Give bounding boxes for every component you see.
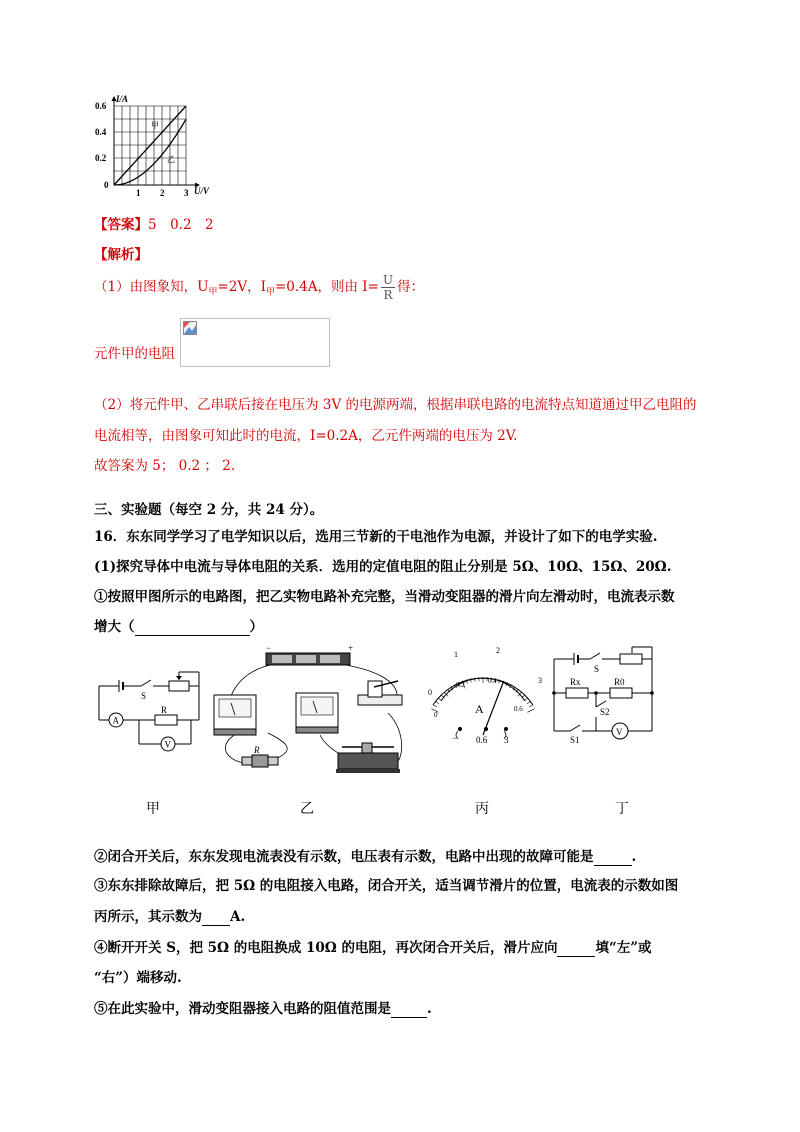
terminal-minus: − [452,733,458,743]
dial-tick [528,709,535,713]
frac-num: U [382,273,394,287]
x-tick-3: 3 [184,188,189,198]
analysis-p2-line2: 电流相等，由图象可知此时的电流，I=0.2A，乙元件两端的电压为 2V. [94,428,518,444]
y-tick-04: 0.4 [95,127,107,137]
answer-line [94,213,214,233]
x-axis-label: U/V [194,186,210,196]
analysis-tag: 【解析】 [94,247,148,263]
yi-switch [358,681,402,705]
item3-pre: 丙所示，其示数为 [94,909,202,925]
curve-yi-label: 乙 [167,155,175,164]
analysis-p1 [94,272,424,308]
ding-label-r0: R0 [614,677,625,687]
item5-pre: ⑤在此实验中，滑动变阻器接入电路的阻值范围是 [94,1001,391,1017]
dial-tick [433,705,436,707]
q16-text: 16．东东同学学习了电学知识以后，选用三节新的干电池作为电源，并设计了如下的电学实验. [94,529,658,545]
item5-post: . [427,1001,432,1017]
scale-bot-1: 0.2 [456,681,465,689]
yi-ammeter [214,695,256,735]
curve-jia-label: 甲 [151,121,159,130]
p1-pre: （1）由图象知，U [94,279,209,295]
terminal-3: 3 [504,735,509,745]
curve-jia [114,106,186,185]
item1-line-a: ①按照甲图所示的电路图，把乙实物电路补充完整，当滑动变阻器的滑片向左滑动时，电流表示数 [94,589,675,605]
x-tick-1: 1 [136,188,141,198]
scale-top-0: 0 [428,688,432,697]
jia-label-s: S [141,691,147,701]
switch-s [141,680,151,686]
p1-mid1: =2V，I [217,279,266,295]
y-axis-label: I/A [116,94,129,104]
figure-yi [208,643,408,783]
item1-line-b [94,615,263,636]
rheostat-box [169,681,189,691]
scale-bot-2: 0.4 [488,677,497,685]
scale-top-1: 1 [454,650,458,659]
item4-line-b: “右”）端移动. [94,970,182,986]
item5-blank[interactable] [391,1001,427,1018]
item4-blank[interactable] [557,940,595,957]
dial-tick [438,698,441,701]
ding-label-s2: S2 [600,707,610,717]
yi-label-r: R [254,745,260,755]
scale-top-2: 2 [496,646,500,655]
figure-bing [418,643,548,748]
dial-tick [441,695,444,698]
scale-bot-3: 0.6 [514,705,523,713]
ding-r0 [610,688,632,698]
curve-yi [114,119,186,185]
ding-label-s1: S1 [570,735,580,745]
item3-line-a: ③东东排除故障后，把 5Ω 的电阻接入电路，闭合开关，适当调节滑片的位置，电流表的示数如图 [94,878,679,894]
frac-den: R [383,288,393,302]
answer-tag: 【答案】 [94,217,148,233]
item1-pre: 增大（ [94,619,135,635]
broken-image-icon [183,321,197,335]
item4-post: 填“左”或 [595,940,652,956]
yi-voltmeter [296,693,338,733]
analysis-p3: 故答案为 5； 0.2 ； 2. [94,458,236,474]
scale-top-3: 3 [538,676,542,685]
jia-label-v: V [164,739,171,750]
item2-text: ②闭合开关后，东东发现电流表没有示数，电压表有示数，电路中出现的故障可能是 [94,849,594,865]
formula-image [180,318,330,367]
dial-tick [522,695,525,698]
item3-line-b [94,905,245,926]
item2-end: . [631,849,637,865]
dial-tick [436,701,439,703]
y-tick-06: 0.6 [95,101,107,111]
figure-jia [95,668,207,758]
resistance-label: 元件甲的电阻 [94,346,175,362]
item4-pre: ④断开开关 S，把 5Ω 的电阻换成 10Ω 的电阻，再次闭合开关后，滑片应向 [94,940,558,956]
scale-bot-0: 0 [434,711,438,719]
y-tick-0: 0 [104,180,109,190]
ding-switch-s1 [570,725,580,731]
item3-blank[interactable] [202,909,230,926]
caption-yi: 乙 [300,801,314,817]
item1-blank[interactable] [135,619,250,636]
item5-line [94,997,432,1018]
item2-line [94,845,636,866]
caption-bing: 丙 [475,801,489,817]
yi-plus: + [348,643,354,653]
p1-mid2: =0.4A，则由 I= [274,279,379,295]
ding-label-rx: Rx [570,677,581,687]
yi-rheostat [336,743,400,773]
resistor-r [155,715,177,725]
fraction-u-over-r [381,273,395,302]
analysis-p2-line1: （2）将元件甲、乙串联后接在电压为 3V 的电源两端，根据串联电路的电流特点知道通过甲乙电阻的 [94,397,697,413]
answer-text: 5 0.2 2 [148,217,214,233]
item2-blank[interactable] [594,849,632,866]
caption-ding: 丁 [615,801,629,817]
sub1-text: (1)探究导体中电流与导体电阻的关系．选用的定值电阻的阻止分别是 5Ω、10Ω、15Ω、20Ω. [94,559,672,575]
yi-minus: − [266,643,272,653]
item4-line-a [94,936,652,957]
jia-label-a: A [112,715,119,726]
jia-label-r: R [161,705,168,715]
p1-sub1: 甲 [208,287,218,298]
section-heading: 三、实验题（每空 2 分，共 24 分）。 [94,502,324,518]
x-tick-2: 2 [160,188,165,198]
yi-resistor [242,745,278,767]
ding-label-v: V [616,727,623,737]
item3-post: A. [230,909,246,925]
ding-label-s: S [594,664,600,674]
item1-post: ） [249,619,263,635]
ding-rx [566,688,588,698]
dial-tick [527,701,530,703]
y-tick-02: 0.2 [95,153,107,163]
terminal-06: 0.6 [476,735,488,745]
ding-switch-s [590,653,600,659]
p1-end: 得： [397,279,425,295]
ding-rheostat [620,654,642,664]
dial-tick [525,698,528,701]
figure-ding [550,643,662,748]
caption-jia: 甲 [146,801,160,817]
iu-graph [92,92,232,202]
p1-sub2: 甲 [265,287,275,298]
dial-tick [529,705,532,707]
bing-label-a: A [475,702,484,716]
